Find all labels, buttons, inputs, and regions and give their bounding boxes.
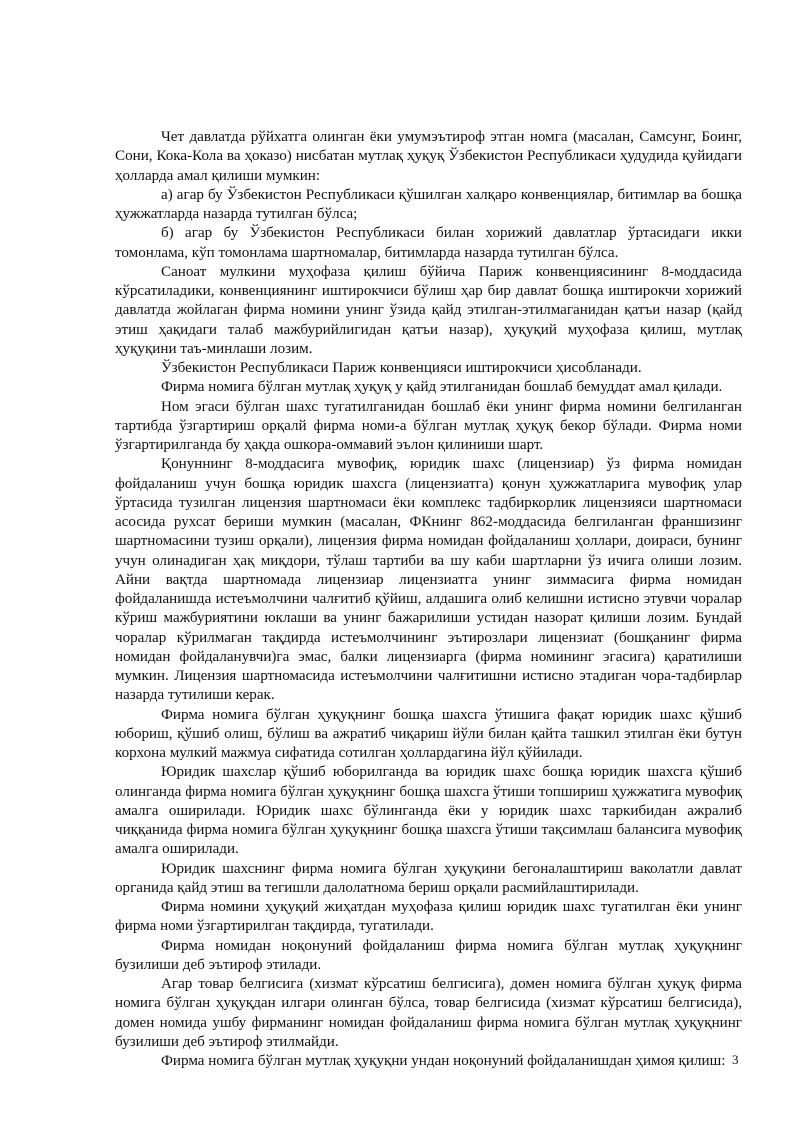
paragraph: Ном эгаси бўлган шахс тугатилганидан бошлаб ёки унинг фирма номини белгиланган тартибда ўзгартириш орқалй фирма номи-а бўлган мутлақ ҳуқуқ бекор бўлади. Фирма номи ўзгартирилганда бу ҳақда ошкора-оммавий эълон қилиниши шарт. bbox=[115, 398, 742, 453]
paragraph: Саноат мулкини муҳофаза қилиш бўйича Париж конвенциясининг 8-моддасида кўрсатиладики, конвенциянинг иштирокчиси бўлиш ҳар бир давлат бошқа иштирокчи хорижий давлатда жойлаган фирма номини унинг ўзида қайд этилган-этилмаганидан қатъи назар (қайд этиш ҳақидаги талаб мажбурийлигидан қатъи назар), ҳуқуқий муҳофаза қилиш, мутлақ ҳуқуқини таъ-минлаши лозим. bbox=[115, 263, 742, 357]
paragraph: Фирма номига бўлган мутлақ ҳуқуқни ундан ноқонуний фойдаланишдан ҳимоя қилиш: bbox=[161, 1053, 726, 1069]
page-number: 3 bbox=[732, 1052, 739, 1067]
paragraph: Юридик шахснинг фирма номига бўлган ҳуқуқини бегоналаштириш ваколатли давлат органида қайд этиш ва тегишли далолатнома бериш орқали расмийлаштирилади. bbox=[115, 860, 742, 896]
paragraph: Юридик шахслар қўшиб юборилганда ва юридик шахс бошқа юридик шахсга қўшиб олинганда фирма номига бўлган ҳуқуқнинг бошқа шахсга ўтиши топшириш ҳужжатига мувофиқ амалга оширилади. Юридик шахс бўлинганда ёки у юридик шахс таркибидан ажралиб чиққанида фирма номига бўлган ҳуқуқнинг бошқа шахсга ўтиши тақсимлаш балансига мувофиқ амалга оширилади. bbox=[115, 764, 742, 858]
list-item-a: а) агар бу Ўзбекистон Республикаси қўшилган халқаро конвенциялар, битимлар ва бошқа ҳужжатларда назарда тутилган бўлса; bbox=[115, 186, 742, 222]
paragraph: Фирма номига бўлган ҳуқуқнинг бошқа шахсга ўтишига фақат юридик шахс қўшиб юбориш, қўшиб олиш, бўлиш ва ажратиб чиқариш йўли билан қайта ташкил этилган ёки бутун корхона мулкий мажмуа сифатида сотилган ҳоллардагина йўл қўйилади. bbox=[115, 706, 742, 761]
list-item-b: б) агар бу Ўзбекистон Республикаси билан хорижий давлатлар ўртасидаги икки томонлама, кўп томонлама шартномалар, битимларда назарда тутилган бўлса. bbox=[115, 225, 742, 261]
paragraph: Фирма номига бўлган мутлақ ҳуқуқ у қайд этилганидан бошлаб бемуддат амал қилади. bbox=[161, 379, 723, 396]
paragraph: Чет давлатда рўйхатга олинган ёки умумэътироф этган номга (масалан, Самсунг, Боинг, Сони, Кока-Кола ва ҳоказо) нисбатан мутлақ ҳуқуқ Ўзбекистон Республикаси ҳудудида қуйидаги ҳолларда амал қилиши мумкин: bbox=[115, 129, 742, 184]
paragraph: Фирма номини ҳуқуқий жиҳатдан муҳофаза қилиш юридик шахс тугатилган ёки унинг фирма номи ўзгартирилган тақдирда, тугатилади. bbox=[115, 899, 742, 935]
paragraph: Фирма номидан ноқонуний фойдаланиш фирма номига бўлган мутлақ ҳуқуқнинг бузилиши деб эътироф этилади. bbox=[115, 937, 742, 973]
paragraph: Агар товар белгисига (хизмат кўрсатиш белгисига), домен номига бўлган ҳуқуқ фирма номига бўлган ҳуқуқдан илгари олинган бўлса, товар белгисида (хизмат кўрсатиш белгисида), домен номида ушбу фирманинг номидан фойдаланиш фирма номига бўлган мутлақ ҳуқуқнинг бузилиши деб эътироф этилмайди. bbox=[115, 976, 742, 1050]
paragraph: Ўзбекистон Республикаси Париж конвенцияси иштирокчиси ҳисобланади. bbox=[161, 360, 642, 376]
paragraph: Қонуннинг 8-моддасига мувофиқ, юридик шахс (лицензиар) ўз фирма номидан фойдаланиш учун бошқа юридик шахсга (лицензиатга) қонун ҳужжатларига мувофиқ улар ўртасида тузилган лицензия шартномаси ёки комплекс тадбиркорлик лицензияси шартномаси асосида рухсат бериши мумкин (масалан, ФКнинг 862-моддасида белгиланган франшизинг шартномасини тузиш орқали), лицензия фирма номидан фойдаланиш ҳоллари, доираси, бунинг учун олинадиган ҳақ миқдори, тўлаш тартиби ва шу каби шартларни ўз ичига олиши лозим. Айни вақтда шартномада лицензиар лицензиатга унинг зиммасига фирма номидан фойдаланишда истеъмолчини чалғитиб қўйиш, алдашига олиб келишни истисно этувчи чоралар кўриш мажбуриятини юклаши ва унинг бажарилиши устидан назорат қилиши лозим. Бундай чоралар кўрилмаган тақдирда истеъмолчининг эътирозлари лицензиат (бошқанинг фирма номидан фойдаланувчи)га эмас, балки лицензиарга (фирма номининг эгасига) қаратилиши мумкин. Лицензия шартномасида истеъмолчини чалғитишни истисно этадиган чора-тадбирлар назарда тутилиши керак. bbox=[115, 456, 742, 704]
document-body bbox=[115, 128, 742, 1071]
